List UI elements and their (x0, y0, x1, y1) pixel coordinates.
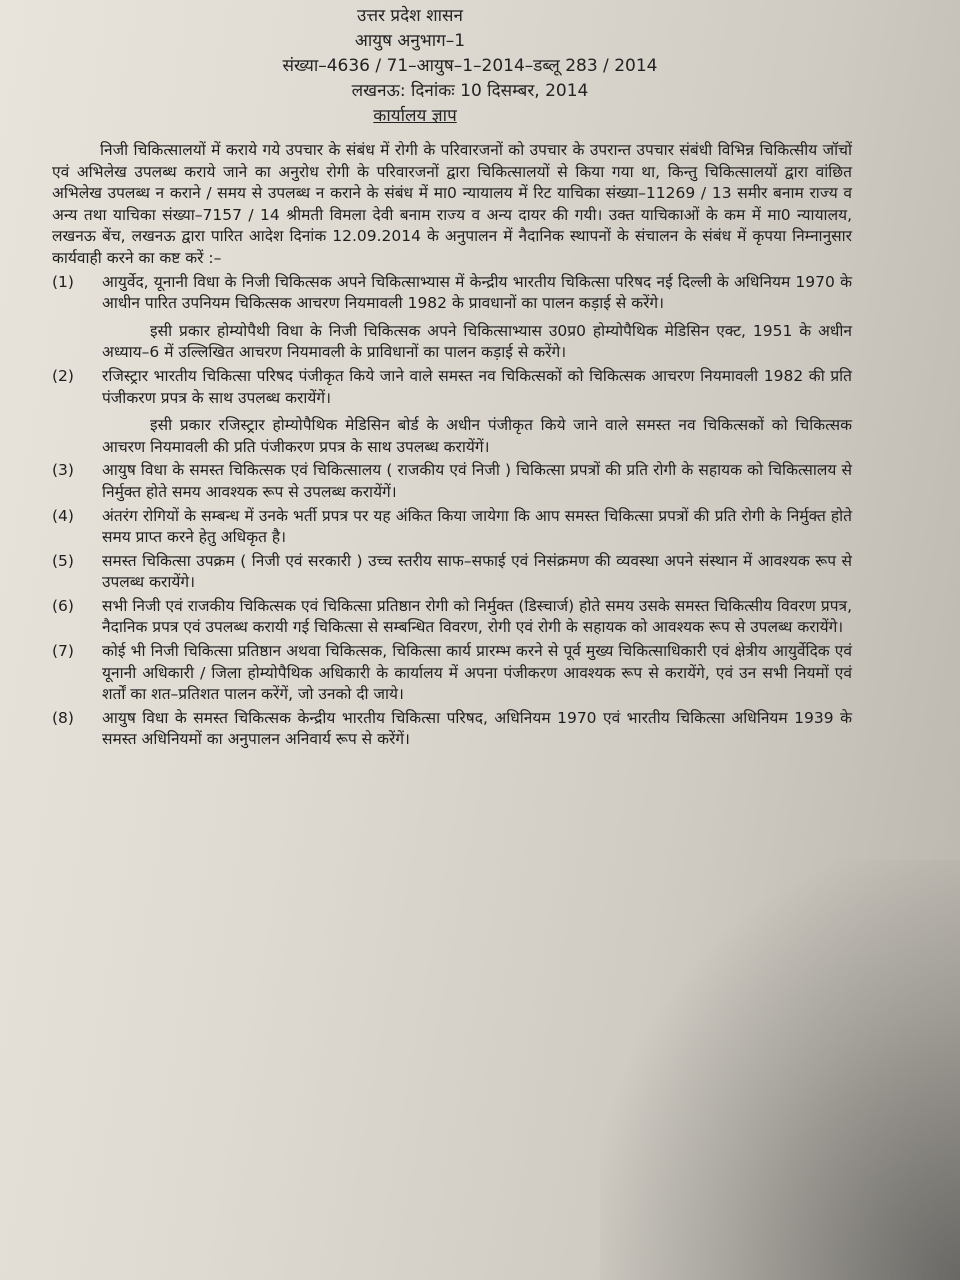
document-body (52, 140, 852, 751)
item-number: (2) (52, 366, 74, 385)
list-item (52, 596, 852, 639)
memo-title: कार्यालय ज्ञाप (373, 106, 457, 126)
item-text: अंतरंग रोगियों के सम्बन्ध में उनके भर्ती प्रपत्र पर यह अंकित किया जायेगा कि आप समस्त चिकित्सा प्रपत्रों की प्रति रोगी के निर्मुक्त होते समय प्राप्त करने हेतु अधिकृत है। (102, 506, 852, 547)
reference-number: संख्या–4636 / 71–आयुष–1–2014–डब्लू 283 / 2014 (282, 56, 658, 76)
item-number: (7) (52, 642, 74, 661)
list-item (52, 460, 852, 503)
item-text: कोई भी निजी चिकित्सा प्रतिष्ठान अथवा चिकित्सक, चिकित्सा कार्य प्रारम्भ करने से पूर्व मुख्य चिकित्साधिकारी एवं क्षेत्रीय आयुर्वेदिक एवं यूनानी अधिकारी / जिला होम्योपैथिक अधिकारी के कार्यालय में अपना पंजीकरण आवश्यक रूप से करायेंगे, एवं उन सभी नियमों एवं शर्तों का शत–प्रतिशत पालन करेंगें, जो उनको दी जाये। (102, 642, 852, 704)
item-text: समस्त चिकित्सा उपक्रम ( निजी एवं सरकारी ) उच्च स्तरीय साफ–सफाई एवं निसंक्रमण की व्यवस्था अपने संस्थान में आवश्यक रूप से उपलब्ध करायेंगे। (102, 551, 852, 592)
item-text: आयुर्वेद, यूनानी विधा के निजी चिकित्सक अपने चिकित्साभ्यास में केन्द्रीय भारतीय चिकित्सा परिषद नई दिल्ली के अधिनियम 1970 के आधीन पारित उपनियम चिकित्सक आचरण नियमावली 1982 के प्रावधानों का पालन कड़ाई से करेंगे। (102, 272, 852, 313)
item-text: आयुष विधा के समस्त चिकित्सक केन्द्रीय भारतीय चिकित्सा परिषद, अधिनियम 1970 एवं भारतीय चिकित्सा अधिनियम 1939 के समस्त अधिनियमों का अनुपालन अनिवार्य रूप से करेंगें। (102, 708, 852, 749)
item-number: (6) (52, 596, 74, 615)
item-text: आयुष विधा के समस्त चिकित्सक एवं चिकित्सालय ( राजकीय एवं निजी ) चिकित्सा प्रपत्रों की प्रति रोगी के सहायक को चिकित्सालय से निर्मुक्त होते समय आवश्यक रूप से उपलब्ध करायेंगें। (102, 461, 852, 501)
list-item (52, 708, 852, 751)
list-item (52, 506, 852, 549)
item-subtext: इसी प्रकार रजिस्ट्रार होम्योपैथिक मेडिसिन बोर्ड के अधीन पंजीकृत किये जाने वाले समस्त नव चिकित्सकों को चिकित्सक आचरण नियमावली की प्रति पंजीकरण प्रपत्र के साथ उपलब्ध करायेंगें। (102, 416, 852, 456)
item-number: (3) (52, 461, 74, 480)
item-number: (5) (52, 551, 74, 570)
intro-paragraph: निजी चिकित्सालयों में कराये गये उपचार के संबंध में रोगी के परिवारजनों को उपचार के उपरान्त उपचार संबंधी विभिन्न चिकित्सीय जॉचों एवं अभिलेख उपलब्ध कराये जाने का अनुरोध रोगी के परिवारजनों द्वारा चिकित्सालयों से किया गया था, किन्तु चिकित्सालयों द्वारा वांछित अभिलेख उपलब्ध न कराने / समय से उपलब्ध न कराने के संबंध में मा0 न्यायालय में रिट याचिका संख्या–11269 / 13 समीर बनाम राज्य व अन्य तथा याचिका संख्या–7157 / 14 श्रीमती विमला देवी बनाम राज्य व अन्य दायर की गयी। उक्त याचिकाओं के कम में मा0 न्यायालय, लखनऊ बेंच, लखनऊ द्वारा पारित आदेश दिनांक 12.09.2014 के अनुपालन में नैदानिक स्थापनों के संचालन के संबंध में कृपया निम्नानुसार कार्यवाही करने का कष्ट करें :– (52, 141, 852, 267)
document-header (0, 4, 960, 129)
item-number: (1) (52, 272, 74, 291)
item-number: (8) (52, 708, 74, 727)
section-name: आयुष अनुभाग–1 (354, 31, 466, 51)
item-subtext: इसी प्रकार होम्योपैथी विधा के निजी चिकित्सक अपने चिकित्साभ्यास उ0प्र0 होम्योपैथिक मेडिसिन एक्ट, 1951 के अधीन अध्याय–6 में उल्लिखित आचरण नियमावली के प्राविधानों का पालन कड़ाई से करेंगे। (102, 321, 852, 362)
photo-shadow (600, 860, 960, 1280)
item-text: रजिस्ट्रार भारतीय चिकित्सा परिषद पंजीकृत किये जाने वाले समस्त नव चिकित्सकों को चिकित्सक आचरण नियमावली 1982 की प्रति पंजीकरण प्रपत्र के साथ उपलब्ध करायेंगें। (102, 366, 852, 407)
list-item (52, 272, 852, 364)
date-line: लखनऊ: दिनांकः 10 दिसम्बर, 2014 (351, 81, 589, 101)
list-item (52, 551, 852, 594)
item-number: (4) (52, 506, 74, 525)
list-item (52, 641, 852, 706)
list-item (52, 366, 852, 458)
item-text: सभी निजी एवं राजकीय चिकित्सक एवं चिकित्सा प्रतिष्ठान रोगी को निर्मुक्त (डिस्चार्ज) होते समय उसके समस्त चिकित्सीय विवरण प्रपत्र, नैदानिक प्रपत्र एवं उपलब्ध करायी गई चिकित्सा से सम्बन्धित विवरण, रोगी एवं रोगी के सहायक को आवश्यक रूप से उपलब्ध करायेंगे। (102, 596, 852, 637)
government-title: उत्तर प्रदेश शासन (357, 6, 463, 26)
